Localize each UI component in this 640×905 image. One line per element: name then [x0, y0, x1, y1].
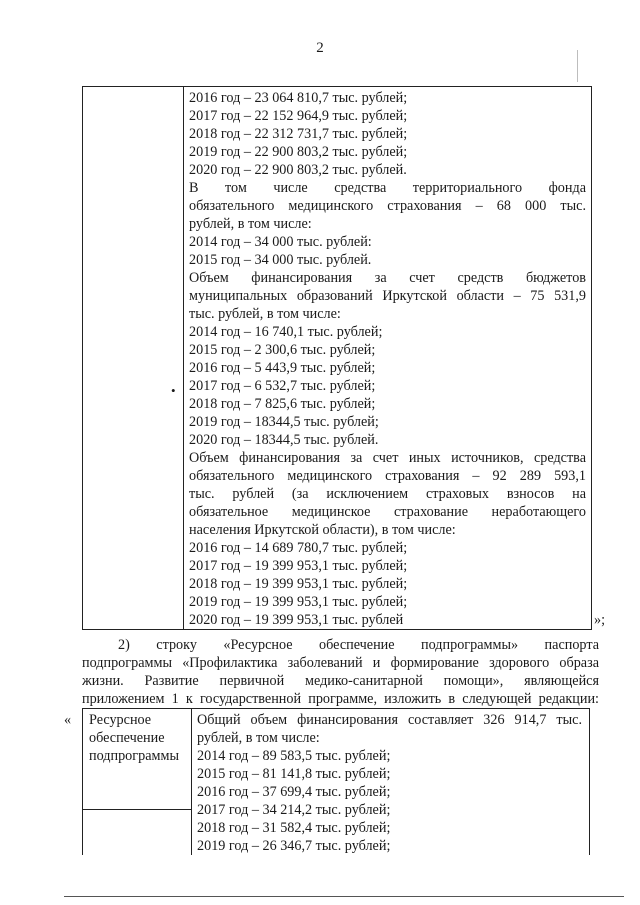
year-line: 2018 год – 31 582,4 тыс. рублей; [197, 820, 391, 836]
paragraph-line-text: 2) строку «Ресурсное обеспечение подпрограммы» паспорта [118, 637, 599, 653]
year-line: 2015 год – 81 141,8 тыс. рублей; [197, 766, 391, 782]
year-line: 2016 год – 23 064 810,7 тыс. рублей; [189, 90, 408, 106]
column-divider [191, 709, 192, 855]
year-line: 2014 год – 89 583,5 тыс. рублей; [197, 748, 391, 764]
tfoms-text: рублей, в том числе: [189, 216, 312, 232]
total-financing-text: Общий объем финансирования составляет 326 914,7 тыс. [197, 712, 582, 728]
year-line: 2020 год – 19 399 953,1 тыс. рублей [189, 612, 404, 628]
year-line: 2018 год – 7 825,6 тыс. рублей; [189, 396, 376, 412]
opening-quote: « [64, 712, 72, 728]
other-sources-text: тыс. рублей (за исключением страховых взносов на [189, 486, 586, 502]
year-line: 2020 год – 18344,5 тыс. рублей. [189, 432, 379, 448]
year-line: 2016 год – 37 699,4 тыс. рублей; [197, 784, 391, 800]
other-sources-text: Объем финансирования за счет иных источников, средства [189, 450, 586, 466]
closing-quote: »; [594, 612, 606, 628]
paragraph-line: подпрограммы «Профилактика заболеваний и формирование здорового образа [82, 655, 599, 671]
scan-artifact-line [577, 50, 578, 82]
year-line: 2019 год – 19 399 953,1 тыс. рублей; [189, 594, 408, 610]
row-label: обеспечение [89, 730, 165, 746]
other-sources-text: обязательное медицинское страхование неработающего [189, 504, 586, 520]
total-financing-text: рублей, в том числе: [197, 730, 320, 746]
resource-provision-table [82, 708, 590, 855]
row-divider [83, 809, 191, 810]
other-sources-text: обязательного медицинского страхования – 92 289 593,1 [189, 468, 586, 484]
municipal-text: тыс. рублей, в том числе: [189, 306, 341, 322]
year-line: 2019 год – 22 900 803,2 тыс. рублей; [189, 144, 408, 160]
financing-table-continuation [82, 86, 592, 630]
tfoms-text: обязательного медицинского страхования – 68 000 тыс. [189, 198, 586, 214]
year-line: 2016 год – 14 689 780,7 тыс. рублей; [189, 540, 408, 556]
year-line: 2018 год – 19 399 953,1 тыс. рублей; [189, 576, 408, 592]
year-line: 2019 год – 26 346,7 тыс. рублей; [197, 838, 391, 854]
year-line: 2016 год – 5 443,9 тыс. рублей; [189, 360, 376, 376]
year-line: 2017 год – 22 152 964,9 тыс. рублей; [189, 108, 408, 124]
column-divider [183, 87, 184, 629]
year-line: 2017 год – 6 532,7 тыс. рублей; [189, 378, 376, 394]
year-line: 2019 год – 18344,5 тыс. рублей; [189, 414, 379, 430]
year-line: 2014 год – 34 000 тыс. рублей: [189, 234, 372, 250]
tfoms-text: В том числе средства территориального фонда [189, 180, 586, 196]
stray-mark: • [171, 383, 176, 398]
row-label: подпрограммы [89, 748, 179, 764]
year-line: 2015 год – 34 000 тыс. рублей. [189, 252, 372, 268]
municipal-text: Объем финансирования за счет средств бюджетов [189, 270, 586, 286]
paragraph-line: жизни. Развитие первичной медико-санитарной помощи», являющейся [82, 673, 599, 689]
year-line: 2017 год – 19 399 953,1 тыс. рублей; [189, 558, 408, 574]
year-line: 2014 год – 16 740,1 тыс. рублей; [189, 324, 383, 340]
year-line: 2018 год – 22 312 731,7 тыс. рублей; [189, 126, 408, 142]
paragraph-line [82, 636, 599, 654]
other-sources-text: населения Иркутской области), в том числе: [189, 522, 456, 538]
page-bottom-edge [64, 896, 624, 897]
year-line: 2015 год – 2 300,6 тыс. рублей; [189, 342, 376, 358]
paragraph-line: приложением 1 к государственной программе, изложить в следующей редакции: [82, 691, 599, 707]
municipal-text: муниципальных образований Иркутской области – 75 531,9 [189, 288, 586, 304]
year-line: 2017 год – 34 214,2 тыс. рублей; [197, 802, 391, 818]
row-label: Ресурсное [89, 712, 152, 728]
year-line: 2020 год – 22 900 803,2 тыс. рублей. [189, 162, 407, 178]
page-number: 2 [316, 40, 324, 56]
